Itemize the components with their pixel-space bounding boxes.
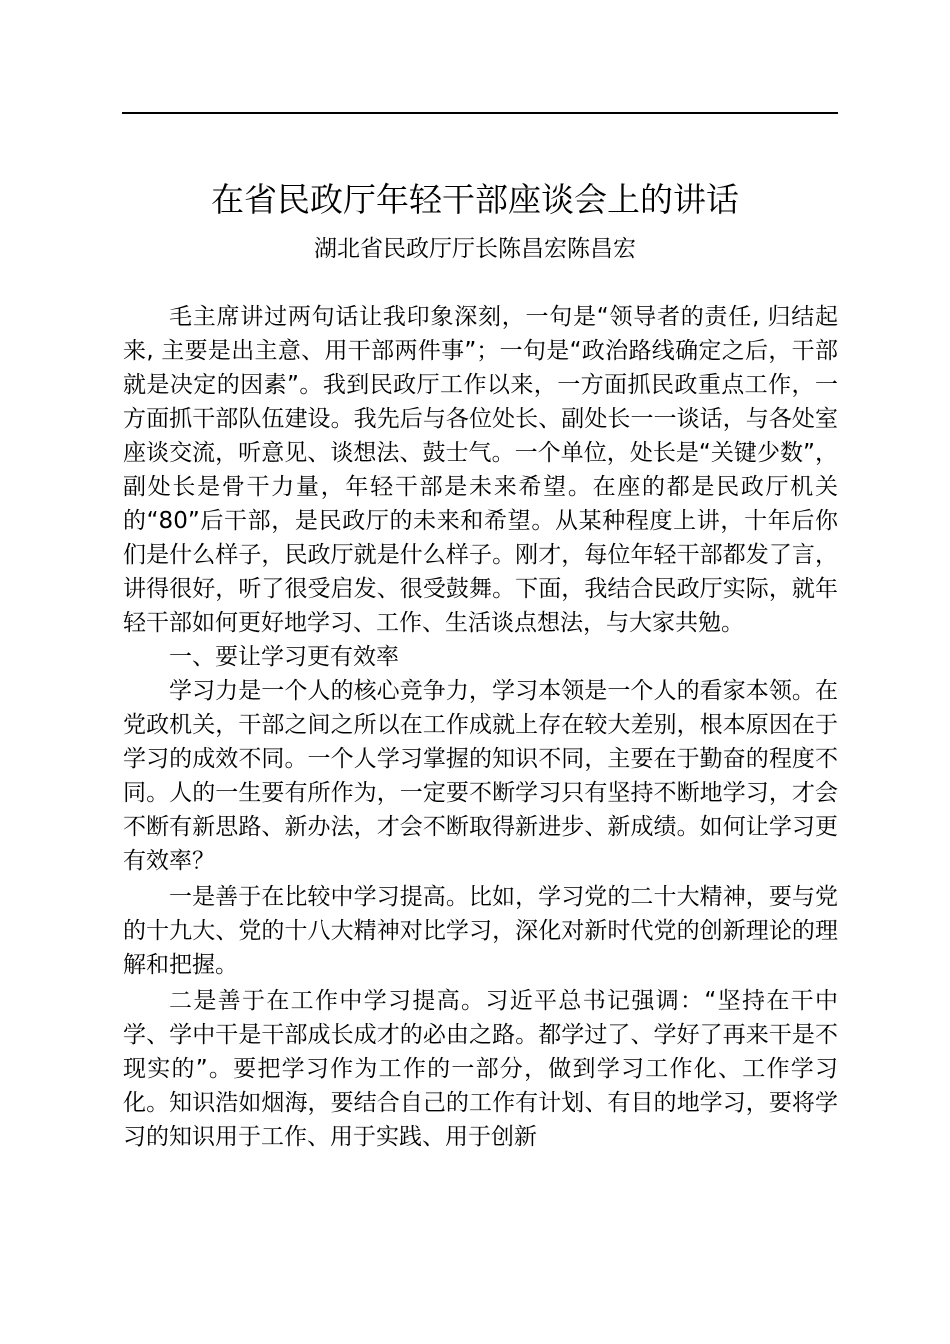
section-heading-1: 一、要让学习更有效率 bbox=[169, 644, 399, 670]
paragraph-intro: 毛主席讲过两句话让我印象深刻，一句是“领导者的责任, 归结起来, 主要是出主意、用干部两件事”；一句是“政治路线确定之后，干部就是决定的因素”。我到民政厅工作以来，一方面抓民政重点工作，一方面抓干部队伍建设。我先后与各位处长、副处长一一谈话，与各处室座谈交流，听意见、谈想法、鼓士气。一个单位，处长是“关键少数”，副处长是骨干力量，年轻干部是未来希望。在座的都是民政厅机关的“80”后干部，是民政厅的未来和希望。从某种程度上讲，十年后你们是什么样子，民政厅就是什么样子。刚才，每位年轻干部都发了言，讲得很好，听了很受启发、很受鼓舞。下面，我结合民政厅实际，就年轻干部如何更好地学习、工作、生活谈点想法，与大家共勉。 bbox=[123, 304, 838, 636]
document-subtitle: 湖北省民政厅厅长陈昌宏陈昌宏 bbox=[314, 236, 636, 262]
header-rule bbox=[122, 112, 838, 114]
document-body bbox=[123, 300, 838, 1154]
paragraph-point-1: 一是善于在比较中学习提高。比如，学习党的二十大精神，要与党的十九大、党的十八大精神对比学习，深化对新时代党的创新理论的理解和把握。 bbox=[123, 884, 838, 978]
paragraph-point-2: 二是善于在工作中学习提高。习近平总书记强调：“坚持在干中学、学中干是干部成长成才的必由之路。都学过了、学好了再来干是不现实的”。要把学习作为工作的一部分，做到学习工作化、工作学习化。知识浩如烟海，要结合自己的工作有计划、有目的地学习，要将学习的知识用于工作、用于实践、用于创新 bbox=[123, 988, 838, 1150]
document-title: 在省民政厅年轻干部座谈会上的讲话 bbox=[211, 180, 739, 219]
paragraph-learning: 学习力是一个人的核心竞争力，学习本领是一个人的看家本领。在党政机关，干部之间之所以在工作成就上存在较大差别，根本原因在于学习的成效不同。一个人学习掌握的知识不同，主要在于勤奋的程度不同。人的一生要有所作为，一定要不断学习只有坚持不断地学习，才会不断有新思路、新办法，才会不断取得新进步、新成绩。如何让学习更有效率？ bbox=[123, 678, 838, 874]
